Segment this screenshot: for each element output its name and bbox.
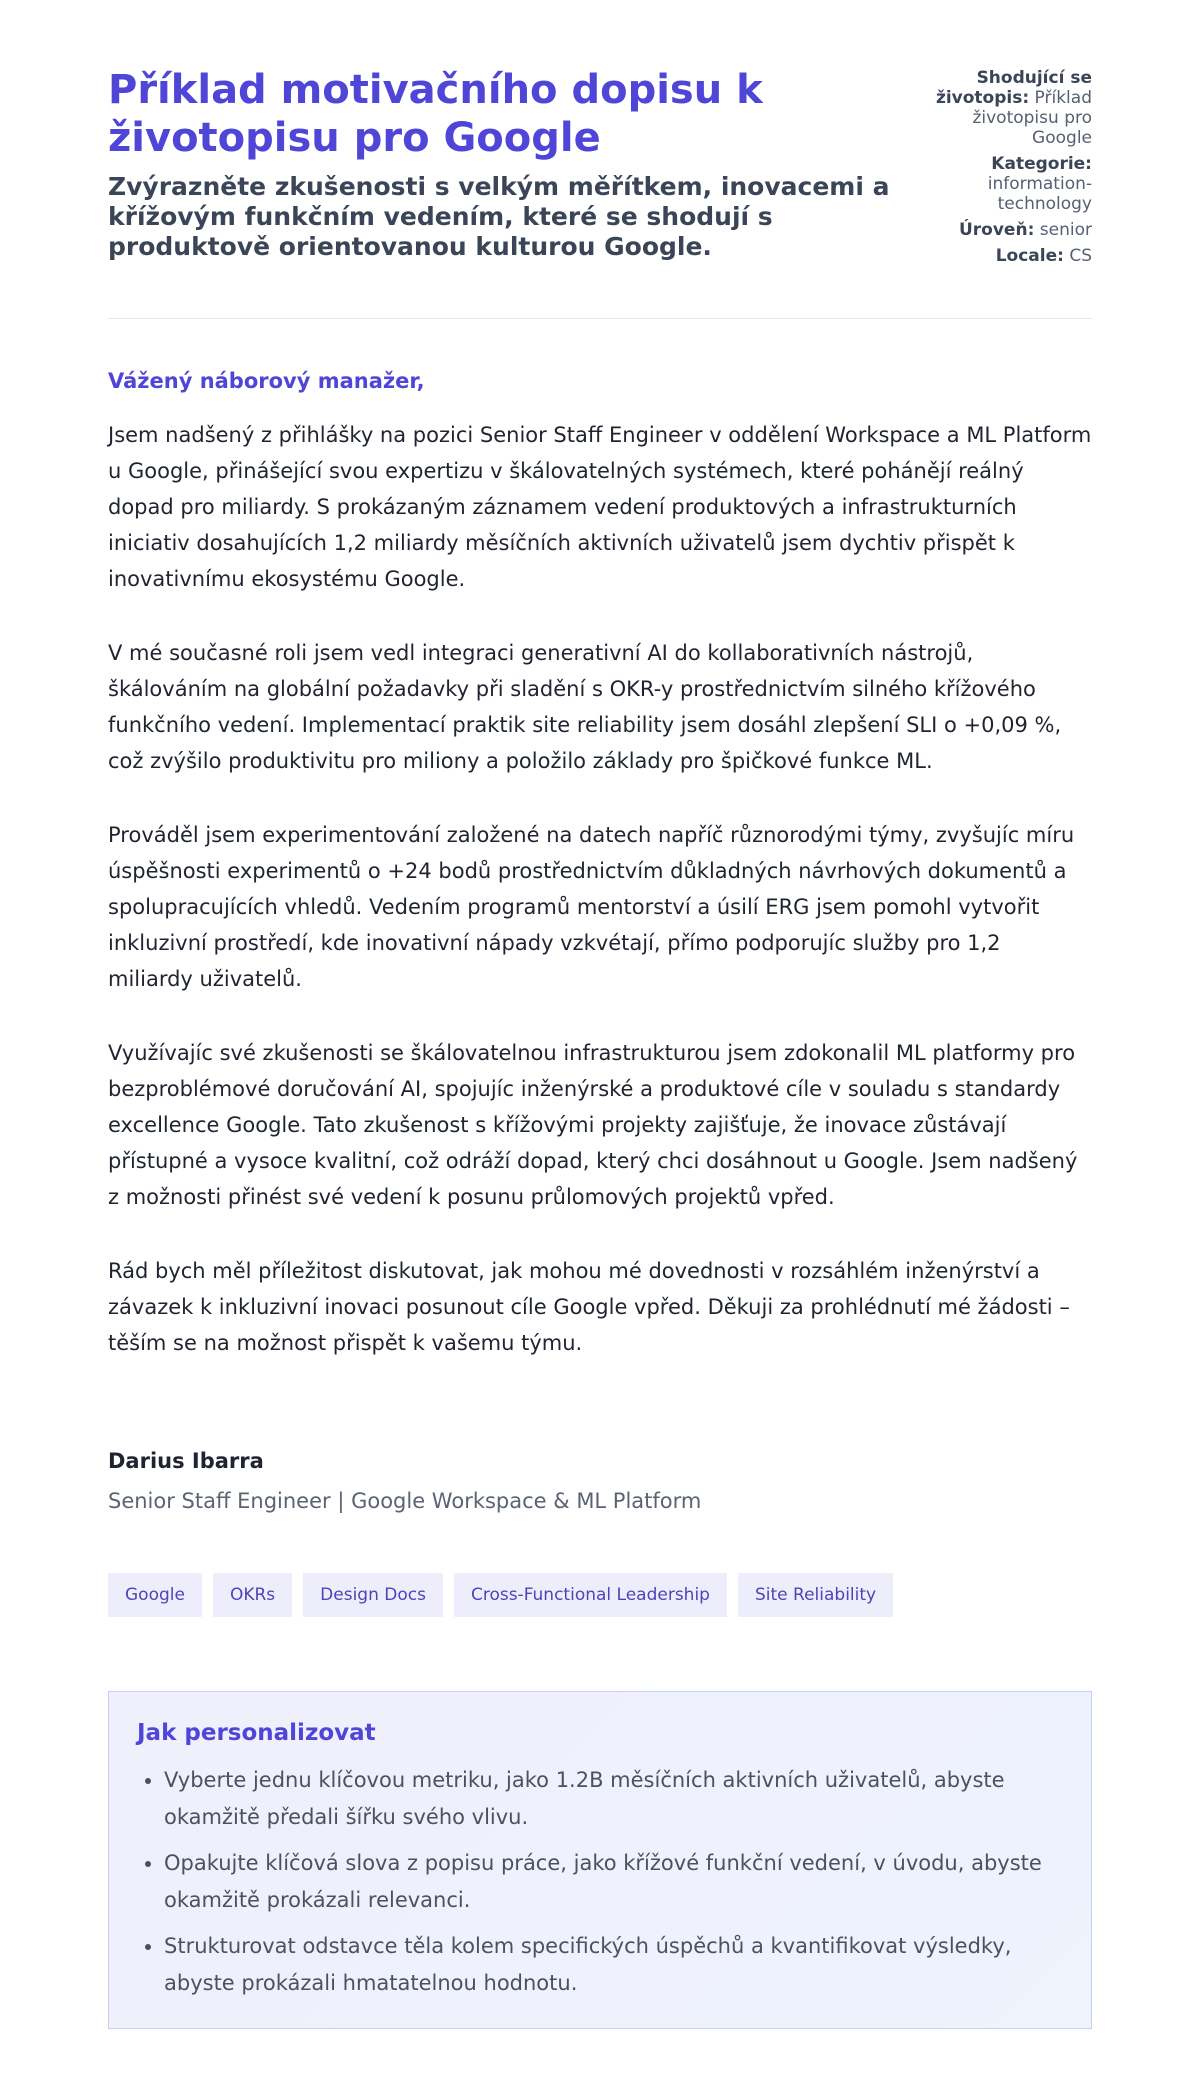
meta-locale-label: Locale: xyxy=(995,246,1064,266)
letter-paragraph: Využívajíc své zkušenosti se škálovatelnou infrastrukturou jsem zdokonalil ML platformy pro bezproblémové doručování AI, spojujíc inženýrské a produktové cíle v souladu s standardy excellence Google. Tato zkušenost s křížovými projekty zajišťuje, že inovace zůstávají přístupné a vysoce kvalitní, což odráží dopad, který chci dosáhnout u Google. Jsem nadšený z možnosti přinést své vedení k posunu průlomových projektů vpřed. xyxy=(108,1041,1078,1209)
tag-site-reliability: Site Reliability xyxy=(738,1573,893,1617)
meta-matching-resume xyxy=(922,68,1092,148)
tag-google: Google xyxy=(108,1573,202,1617)
header-titles xyxy=(108,66,898,262)
cover-letter-page xyxy=(108,0,1092,2029)
skill-tags xyxy=(108,1573,1092,1617)
letter-paragraph: V mé současné roli jsem vedl integraci generativní AI do kollaborativních nástrojů, škálováním na globální požadavky při sladění s OKR-y prostřednictvím silného křížového funkčního vedení. Implementací praktik site reliability jsem dosáhl zlepšení SLI o +0,09 %, což zvýšilo produktivitu pro miliony a položilo základy pro špičkové funkce ML. xyxy=(108,641,1062,773)
tips-title: Jak personalizovat xyxy=(137,1720,376,1746)
meta-category-value: information-technology xyxy=(987,174,1092,214)
meta-matching-label: Shodující se životopis: xyxy=(935,68,1092,108)
meta-level-value: senior xyxy=(1039,220,1092,240)
signature-name: Darius Ibarra xyxy=(108,1449,264,1473)
tag-okrs: OKRs xyxy=(213,1573,292,1617)
personalization-tips xyxy=(108,1691,1092,2029)
meta-panel xyxy=(922,66,1092,272)
tip-item: • Strukturovat odstavce těla kolem specifických úspěchů a kvantifikovat výsledky, abyste prokázali hmatatelnou hodnotu. xyxy=(164,1928,1063,2002)
meta-level xyxy=(922,220,1092,240)
tip-item: • Opakujte klíčová slova z popisu práce, jako křížové funkční vedení, v úvodu, abyste okamžitě prokázali relevanci. xyxy=(164,1845,1063,1919)
meta-category-label: Kategorie: xyxy=(991,154,1092,174)
meta-level-label: Úroveň: xyxy=(958,220,1035,240)
letter-greeting: Vážený náborový manažer, xyxy=(108,369,425,393)
meta-locale-value: CS xyxy=(1069,246,1092,266)
letter-paragraph: Prováděl jsem experimentování založené na datech napříč různorodými týmy, zvyšujíc míru úspěšnosti experimentů o +24 bodů prostřednictvím důkladných návrhových dokumentů a spolupracujících vhledů. Vedením programů mentorství a úsilí ERG jsem pomohl vytvořit inkluzivní prostředí, kde inovativní nápady vzkvétají, přímo podporujíc služby pro 1,2 miliardy uživatelů. xyxy=(108,823,1075,991)
tag-design-docs: Design Docs xyxy=(303,1573,443,1617)
signature-role: Senior Staff Engineer | Google Workspace & ML Platform xyxy=(108,1489,702,1513)
letter-paragraph: Jsem nadšený z přihlášky na pozici Senior Staff Engineer v oddělení Workspace a ML Platform u Google, přinášející svou expertizu v škálovatelných systémech, které pohánějí reálný dopad pro miliardy. S prokázaným záznamem vedení produktových a infrastrukturních iniciativ dosahujících 1,2 miliardy měsíčních aktivních uživatelů jsem dychtiv přispět k inovativnímu ekosystému Google. xyxy=(108,423,1092,591)
header-divider xyxy=(108,318,1092,319)
meta-category xyxy=(922,154,1092,214)
letter-paragraph: Rád bych měl příležitost diskutovat, jak mohou mé dovednosti v rozsáhlém inženýrství a závazek k inkluzivní inovaci posunout cíle Google vpřed. Děkuji za prohlédnutí mé žádosti – těším se na možnost přispět k vašemu týmu. xyxy=(108,1259,1070,1355)
tips-list xyxy=(137,1762,1063,2002)
tip-item: • Vyberte jednu klíčovou metriku, jako 1.2B měsíčních aktivních uživatelů, abyste okamžitě předali šířku svého vlivu. xyxy=(164,1762,1063,1836)
page-header xyxy=(108,66,1092,272)
page-subtitle: Zvýrazněte zkušenosti s velkým měřítkem, inovacemi a křížovým funkčním vedením, které se shodují s produktově orientovanou kulturou Google. xyxy=(108,172,890,261)
meta-locale xyxy=(922,246,1092,266)
tag-cross-functional-leadership: Cross-Functional Leadership xyxy=(454,1573,727,1617)
letter-body xyxy=(108,417,1092,1361)
meta-matching-value: Příklad životopisu pro Google xyxy=(972,88,1092,148)
page-title: Příklad motivačního dopisu k životopisu pro Google xyxy=(108,67,763,161)
